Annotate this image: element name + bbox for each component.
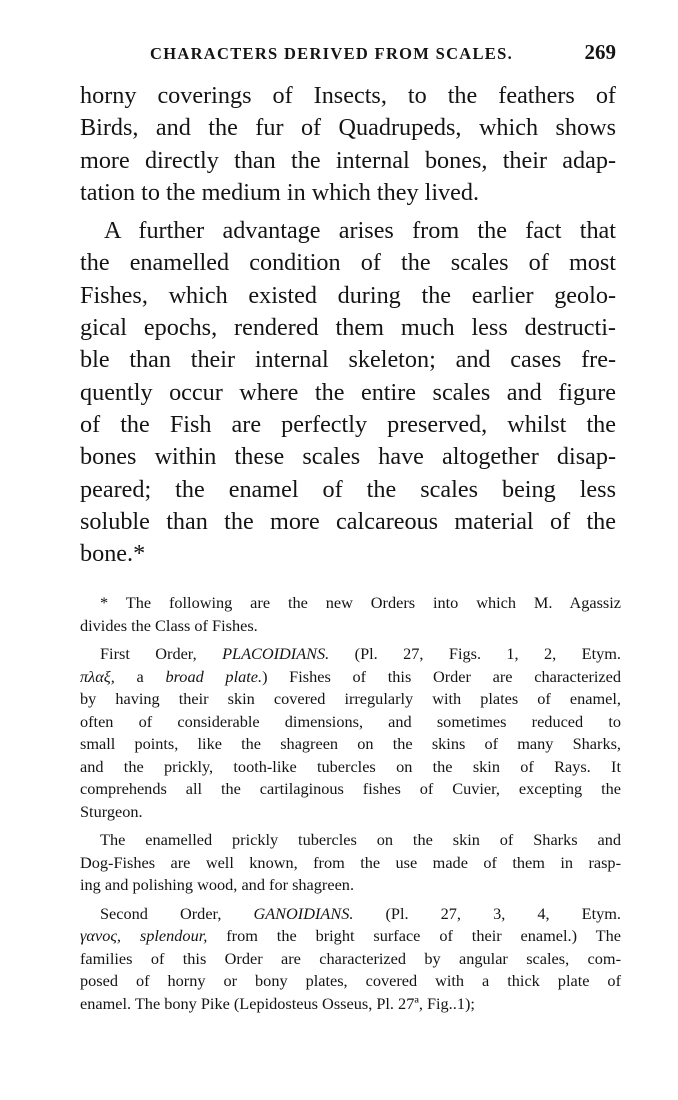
text-line: comprehends all the cartilaginous fishes of Cuvier, excepting the (80, 779, 621, 798)
text-line: posed of horny or bony plates, covered with a thick plate of (80, 971, 621, 990)
text-line: divides the Class of Fishes. (80, 615, 258, 635)
text-line: bones within these scales have altogether disap- (80, 443, 616, 471)
footnote-intro (80, 592, 621, 637)
text-line: enamel. The bony Pike (Lepidosteus Osseus, Pl. 27ª, Fig..1); (80, 993, 475, 1013)
page-number: 269 (584, 40, 616, 64)
text-line: quently occur where the entire scales and figure (80, 378, 616, 406)
text-line: * The following are the new Orders into which M. Agassiz (100, 593, 621, 612)
text-fragment: First Order, (100, 644, 223, 663)
text-line: often of considerable dimensions, and sometimes reduced to (80, 711, 621, 731)
text-line (80, 903, 621, 926)
paragraph-2 (80, 215, 616, 570)
text-line: soluble than the more calcareous material of the (80, 507, 616, 535)
footnote-block (80, 592, 621, 1021)
footnote-shagreen (80, 829, 621, 897)
text-line: ing and polishing wood, and for shagreen. (80, 875, 355, 894)
paragraph-1 (80, 80, 616, 209)
text-line: tation to the medium in which they lived. (80, 178, 480, 206)
text-fragment: a (114, 666, 166, 686)
footnote-first-order (80, 643, 621, 823)
text-fragment: ) Fishes of this Order are characterized (262, 666, 621, 686)
text-line: by having their skin covered irregularly with plates of enamel, (80, 689, 621, 708)
main-text (80, 80, 616, 570)
text-line: Dog-Fishes are well known, from the use made of them in rasp- (80, 852, 621, 872)
text-fragment: (Pl. 27, 3, 4, Etym. (353, 903, 621, 923)
text-line: small points, like the shagreen on the skins of many Sharks, (80, 734, 621, 753)
etymology-gloss: broad plate. (165, 666, 263, 686)
text-fragment: (Pl. 27, Figs. 1, 2, Etym. (329, 644, 621, 663)
footnote-second-order (80, 903, 621, 1016)
greek-word: γανος, splendour, (80, 926, 208, 945)
running-head (150, 40, 616, 65)
text-line: bone.* (80, 540, 146, 568)
text-fragment: from the bright surface of their enamel.) The (207, 926, 621, 945)
running-head-title: CHARACTERS DERIVED FROM SCALES. (150, 44, 514, 63)
text-line: Birds, and the fur of Quadrupeds, which shows (80, 114, 616, 142)
order-name-placoidians: PLACOIDIANS. (222, 644, 330, 663)
text-line (80, 925, 621, 948)
text-line: gical epochs, rendered them much less destructi- (80, 314, 616, 342)
text-line: and the prickly, tooth-like tubercles on the skin of Rays. It (80, 756, 621, 776)
text-line: more directly than the internal bones, their adap- (80, 146, 616, 174)
text-line: families of this Order are characterized by angular scales, com- (80, 948, 621, 968)
text-line: ble than their internal skeleton; and cases fre- (80, 346, 616, 374)
order-name-ganoidians: GANOIDIANS. (253, 903, 354, 923)
text-line: peared; the enamel of the scales being less (80, 475, 616, 503)
text-line: horny coverings of Insects, to the feathers of (80, 82, 616, 109)
text-line: Sturgeon. (80, 801, 143, 821)
text-line (80, 666, 621, 689)
text-line: The enamelled prickly tubercles on the skin of Sharks and (100, 830, 621, 849)
text-line: of the Fish are perfectly preserved, whilst the (80, 410, 616, 438)
text-line: the enamelled condition of the scales of most (80, 249, 616, 277)
text-fragment: Second Order, (100, 903, 254, 923)
text-line (80, 643, 621, 666)
greek-word: πλαξ, (80, 666, 115, 686)
text-line: Fishes, which existed during the earlier geolo- (80, 281, 616, 309)
text-line: A further advantage arises from the fact that (104, 217, 616, 245)
